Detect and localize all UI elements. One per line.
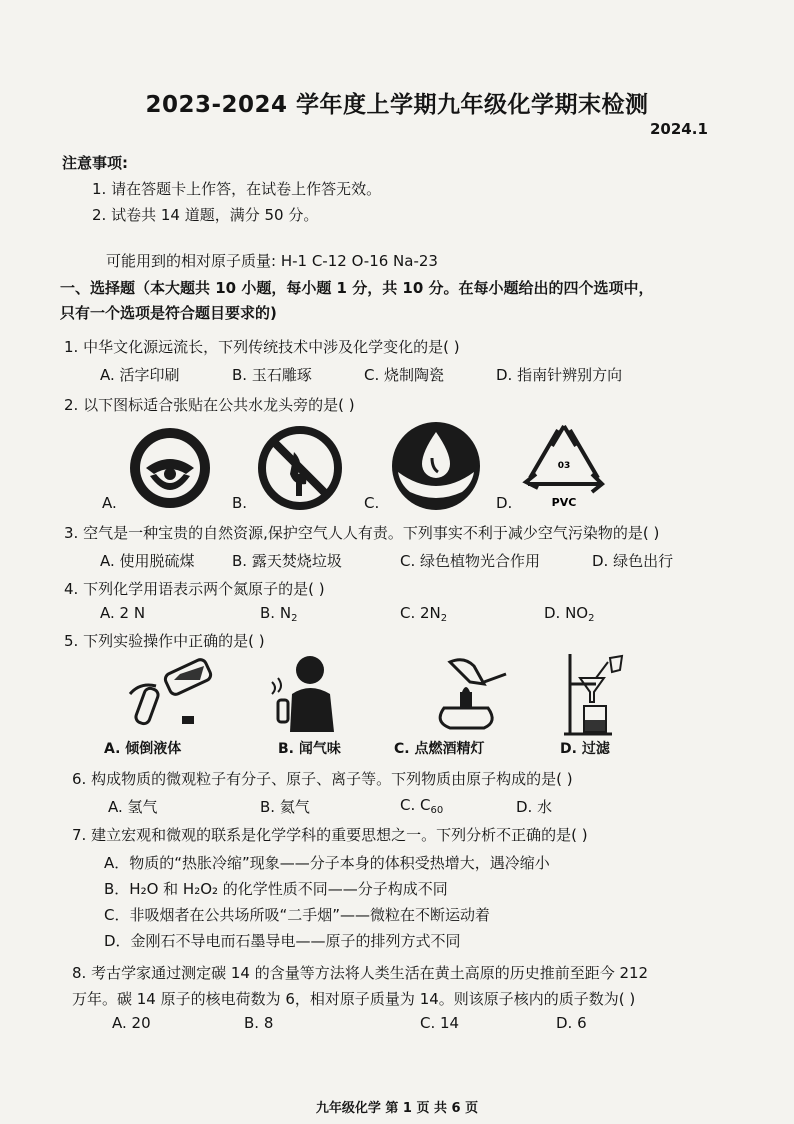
water-saving-icon [388, 418, 488, 514]
q4-option-a: A. 2 N [100, 604, 146, 622]
q6-option-b: B. 氦气 [260, 798, 310, 816]
q8-option-a: A. 20 [112, 1014, 151, 1032]
q1-stem: 1. 中华文化源远流长，下列传统技术中涉及化学变化的是( ) [64, 338, 460, 356]
q2-label-d: D. [496, 494, 513, 512]
q7-option-a: A．物质的“热胀冷缩”现象——分子本身的体积受热增大，遇冷缩小 [104, 854, 550, 872]
q7-stem: 7. 建立宏观和微观的联系是化学学科的重要思想之一。下列分析不正确的是( ) [72, 826, 588, 844]
q2-stem: 2. 以下图标适合张贴在公共水龙头旁的是( ) [64, 396, 355, 414]
atomic-mass-line: 可能用到的相对原子质量: H-1 C-12 O-16 Na-23 [106, 252, 438, 270]
q6-option-c: C. $C_{60}$ [400, 796, 444, 816]
q7-option-d: D．金刚石不导电而石墨导电——原子的排列方式不同 [104, 932, 461, 950]
q3-option-c: C. 绿色植物光合作用 [400, 552, 541, 570]
q1-option-a: A. 活字印刷 [100, 366, 180, 384]
notes-item-2: 2. 试卷共 14 道题，满分 50 分。 [92, 206, 319, 224]
q3-option-b: B. 露天焚烧垃圾 [232, 552, 342, 570]
q4-option-d: D. $NO_2$ [544, 604, 595, 624]
q8-option-d: D. 6 [556, 1014, 587, 1032]
no-fire-icon [256, 424, 352, 514]
exam-title: 2023-2024 学年度上学期九年级化学期末检测 [145, 92, 649, 118]
q3-stem: 3. 空气是一种宝贵的自然资源,保护空气人人有责。下列事实不利于减少空气污染物的是( ) [64, 524, 660, 542]
section1-line1: 一、选择题（本大题共 10 小题，每小题 1 分，共 10 分。在每小题给出的四个选项中， [60, 279, 654, 297]
section1-line2: 只有一个选项是符合题目要求的) [60, 304, 277, 322]
filtration-illustration [560, 650, 630, 738]
smelling-gas-illustration [256, 652, 352, 734]
q2-label-b: B. [232, 494, 248, 512]
q8-line2: 万年。碳 14 原子的核电荷数为 6，相对原子质量为 14。则该原子核内的质子数为( ) [72, 990, 636, 1008]
q5-option-c: C. 点燃酒精灯 [394, 741, 485, 757]
q5-stem: 5. 下列实验操作中正确的是( ) [64, 632, 265, 650]
q1-option-b: B. 玉石雕琢 [232, 366, 312, 384]
pouring-liquid-illustration [120, 652, 230, 732]
q8-line1: 8. 考古学家通过测定碳 14 的含量等方法将人类生活在黄土高原的历史推前至距今 212 [72, 964, 649, 982]
recycle-saving-icon [126, 424, 222, 514]
q1-option-d: D. 指南针辨别方向 [496, 366, 623, 384]
q5-option-b: B. 闻气味 [278, 741, 341, 757]
recycle-number: 03 [557, 461, 571, 471]
q4-stem: 4. 下列化学用语表示两个氮原子的是( ) [64, 580, 325, 598]
q5-option-d: D. 过滤 [560, 741, 610, 757]
q7-option-b: B．H₂O 和 H₂O₂ 的化学性质不同——分子构成不同 [104, 880, 448, 898]
q6-option-d: D. 水 [516, 798, 553, 816]
q3-option-d: D. 绿色出行 [592, 552, 674, 570]
q7-option-c: C．非吸烟者在公共场所吸“二手烟”——微粒在不断运动着 [104, 906, 491, 924]
page-footer: 九年级化学 第 1 页 共 6 页 [315, 1101, 479, 1116]
exam-date: 2024.1 [650, 120, 708, 138]
notes-item-1: 1. 请在答题卡上作答，在试卷上作答无效。 [92, 180, 382, 198]
q2-label-a: A. [102, 494, 117, 512]
recycle-pvc-icon [516, 418, 612, 514]
q1-option-c: C. 烧制陶瓷 [364, 366, 445, 384]
q5-option-a: A. 倾倒液体 [104, 741, 182, 757]
lighting-alcohol-lamp-illustration [424, 652, 516, 734]
q8-option-b: B. 8 [244, 1014, 274, 1032]
q8-option-c: C. 14 [420, 1014, 460, 1032]
q4-option-b: B. $N_2$ [260, 604, 298, 624]
q3-option-a: A. 使用脱硫煤 [100, 552, 195, 570]
notes-heading: 注意事项: [62, 154, 128, 172]
recycle-pvc-label: PVC [551, 496, 577, 509]
q2-label-c: C. [364, 494, 380, 512]
q6-stem: 6. 构成物质的微观粒子有分子、原子、离子等。下列物质由原子构成的是( ) [72, 770, 573, 788]
q4-option-c: C. $2N_2$ [400, 604, 448, 624]
q6-option-a: A. 氢气 [108, 798, 158, 816]
